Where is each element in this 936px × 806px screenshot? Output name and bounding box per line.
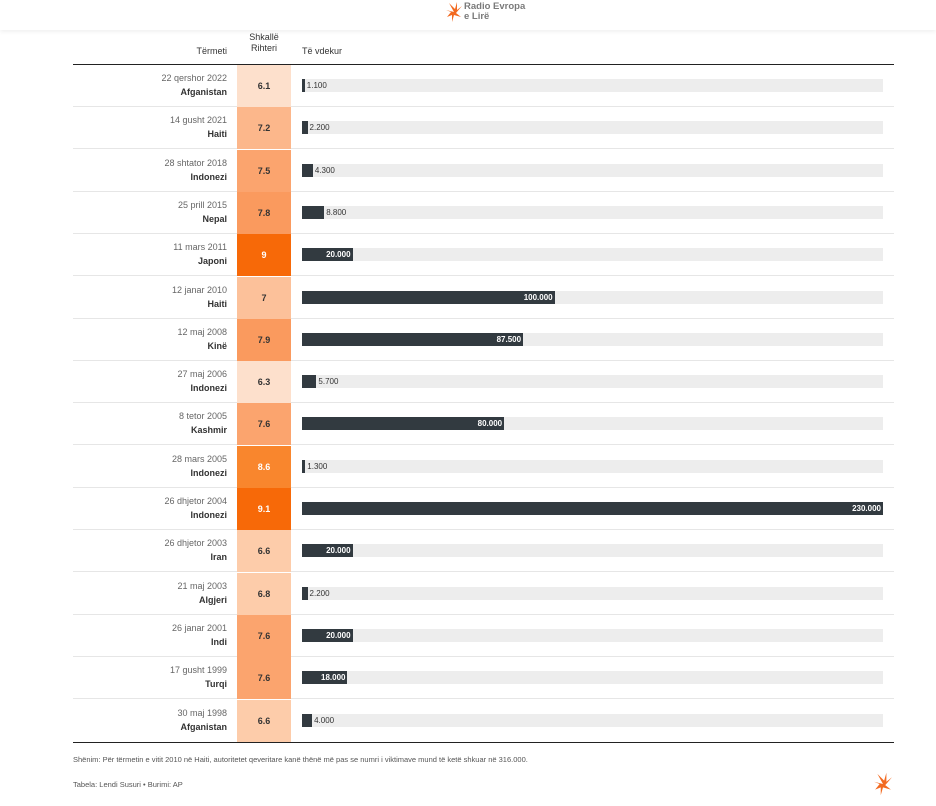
table-bottom-rule [73,742,894,743]
deaths-label: 2.200 [309,588,330,598]
table-row [73,700,894,742]
deaths-bar [302,460,305,473]
table-row [73,107,894,149]
column-header-magnitude [237,32,291,54]
brand-line-2: e Lirë [464,11,490,22]
magnitude-cell: 7.9 [237,319,291,361]
column-header-earthquake: Tërmeti [196,46,227,56]
deaths-bar [302,417,504,430]
deaths-label: 8.800 [326,207,347,217]
deaths-label: 4.000 [314,715,335,725]
quake-country: Afganistan [180,721,227,732]
quake-country: Afganistan [180,87,227,97]
magnitude-cell: 9 [237,234,291,276]
deaths-bar-track [302,206,883,219]
deaths-label: 80.000 [477,419,503,429]
table-row [73,446,894,488]
quake-country: Kinë [207,340,227,351]
deaths-bar [302,333,523,346]
quake-country: Algjeri [198,594,227,605]
quake-date: 22 qershor 2022 [161,73,227,83]
quake-date: 12 maj 2008 [177,326,227,337]
table-row [73,319,894,361]
deaths-bar [302,291,555,304]
quake-date: 14 gusht 2021 [169,115,227,126]
deaths-bar [302,502,883,515]
table-row [73,615,894,657]
deaths-label: 100.000 [523,292,553,302]
table-row [73,573,894,615]
table-row [73,657,894,699]
table-row [73,150,894,192]
deaths-label: 20.000 [326,250,351,260]
deaths-bar-track [302,375,883,388]
rfe-logo-icon [446,1,462,23]
quake-country: Indonezi [190,383,227,394]
deaths-bar [302,164,313,177]
deaths-label: 18.000 [321,673,346,683]
deaths-label: 20.000 [326,630,351,640]
quake-date: 26 dhjetor 2003 [164,538,227,549]
deaths-label: 87.500 [496,334,522,344]
quake-date: 28 mars 2005 [171,453,227,464]
quake-country: Haiti [207,129,227,140]
quake-country: Japoni [197,256,227,267]
deaths-bar-track [302,121,883,134]
magnitude-cell: 6.8 [237,573,291,615]
table-row [73,403,894,445]
quake-date: 17 gusht 1999 [169,665,227,676]
magnitude-cell: 7.2 [237,107,291,149]
deaths-bar-track [302,333,883,346]
deaths-bar [302,375,316,388]
quake-country: Nepal [202,213,227,224]
deaths-label: 5.700 [318,377,339,387]
footnote: Shënim: Për tërmetin e vitit 2010 në Haiti, autoritetet qeveritare kanë thënë më pas se numri i viktimave mund të ketë shkuar në 316.000. [73,755,528,764]
deaths-bar [302,79,305,92]
magnitude-cell: 7.8 [237,192,291,234]
magnitude-cell: 7 [237,277,291,319]
column-header-magnitude-line-2: Rihteri [250,43,277,53]
quake-date: 8 tetor 2005 [178,411,227,422]
deaths-label: 1.300 [307,461,328,471]
deaths-bar-track [302,248,883,261]
deaths-bar [302,714,312,727]
table-row [73,65,894,107]
brand-name [464,2,525,22]
table-row [73,234,894,276]
deaths-bar-track [302,629,883,642]
magnitude-cell: 9.1 [237,488,291,530]
quake-country: Indonezi [190,171,227,182]
deaths-bar-track [302,502,883,515]
deaths-bar-track [302,587,883,600]
rfe-corner-logo-icon [874,770,892,798]
quake-date: 30 maj 1998 [177,707,227,718]
deaths-bar-track [302,671,883,684]
table-row [73,488,894,530]
quake-date: 25 prill 2015 [177,199,227,210]
quake-date: 11 mars 2011 [173,242,227,253]
deaths-bar-track [302,460,883,473]
deaths-bar-track [302,417,883,430]
magnitude-cell: 6.6 [237,700,291,742]
quake-date: 28 shtator 2018 [164,157,227,168]
deaths-bar [302,587,308,600]
deaths-bar-track [302,79,883,92]
deaths-label: 4.300 [314,165,335,175]
quake-country: Indonezi [190,510,227,520]
magnitude-cell: 7.5 [237,150,291,192]
deaths-bar-track [302,164,883,177]
deaths-bar-track [302,291,883,304]
table-row [73,192,894,234]
magnitude-cell: 7.6 [237,403,291,445]
table-row [73,361,894,403]
quake-date: 27 maj 2006 [177,369,227,380]
deaths-bar [302,121,308,134]
column-header-deaths: Të vdekur [302,46,343,56]
quake-country: Indi [211,636,227,647]
brand-logo[interactable] [446,1,525,23]
deaths-bar [302,206,324,219]
magnitude-cell: 8.6 [237,446,291,488]
quake-date: 21 maj 2003 [177,580,227,591]
deaths-bar-track [302,544,883,557]
quake-country: Turqi [205,679,227,690]
quake-country: Haiti [207,298,227,309]
deaths-label: 2.200 [309,123,330,133]
quake-country: Indonezi [190,467,227,478]
quake-country: Kashmir [190,425,227,436]
quake-country: Iran [210,552,227,563]
brand-line-1: Radio Evropa [464,1,526,12]
magnitude-cell: 6.1 [237,65,291,107]
quake-date: 26 dhjetor 2004 [164,496,227,506]
magnitude-cell: 7.6 [237,615,291,657]
table-row [73,530,894,572]
deaths-label: 230.000 [852,504,881,513]
table-row [73,277,894,319]
top-bar [0,0,936,30]
quake-date: 26 janar 2001 [171,622,227,633]
column-header-magnitude-line-1: Shkallë [249,32,279,42]
magnitude-cell: 7.6 [237,657,291,699]
magnitude-cell: 6.6 [237,530,291,572]
deaths-label: 20.000 [326,546,351,556]
deaths-label: 1.100 [306,81,327,90]
quake-date: 12 janar 2010 [171,284,227,295]
magnitude-cell: 6.3 [237,361,291,403]
source-credit: Tabela: Lendi Susuri • Burimi: AP [73,780,183,789]
deaths-bar-track [302,714,883,727]
